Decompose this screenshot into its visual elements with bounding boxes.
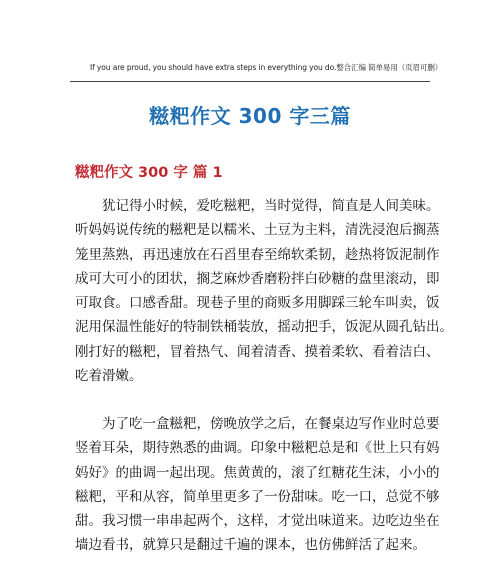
paragraph-2 [75,412,440,558]
paragraph-line: 成可大可小的团状，搁芝麻炒香磨粉拌白砂糖的盘里滚动，即 [75,270,440,287]
paragraph-line: 笼里蒸熟，再迅速放在石舀里春至绵软柔韧，趁热将饭泥制作 [75,246,440,263]
paragraph-line: 泥用保温性能好的特制铁桶装放，摇动把手，饭泥从圆孔钻出。 [75,319,453,336]
paragraph-line: 吃着滑嫩。 [75,368,143,385]
paragraph-1 [75,194,453,388]
document-title: 糍粑作文 300 字三篇 [149,104,351,128]
paragraph-line: 可取食。口感香甜。现巷子里的商贩多用脚踩三轮车叫卖，饭 [75,295,440,312]
paragraph-line: 竖着耳朵，期待熟悉的曲调。印象中糍粑总是和《世上只有妈 [75,440,440,457]
paragraph-line: 甜。我习惯一串串起两个，这样，才觉出味道来。边吃边坐在 [75,513,440,530]
paragraph-line: 墙边看书，就算只是翻过千遍的课本，也仿佛鲜活了起来。 [75,537,426,554]
paragraph-line: 为了吃一盒糍粑，傍晚放学之后，在餐桌边写作业时总要 [102,416,440,432]
paragraph-line: 妈好》的曲调一起出现。焦黄黄的，滚了红糖花生沫，小小的 [75,464,440,481]
header-note: If you are proud, you should have extra steps in everything you do.整合汇编 简单易用（页眉可删） [90,63,443,72]
section-title: 糍粑作文 300 字 篇 1 [75,165,223,181]
paragraph-line: 听妈妈说传统的糍粑是以糯米、土豆为主料，清洗浸泡后搁蒸 [75,222,440,239]
paragraph-line: 犹记得小时候，爱吃糍粑，当时觉得，简直是人间美味。 [102,198,440,214]
paragraph-line: 刚打好的糍粑，冒着热气、闻着清香、摸着柔软、看着洁白、 [75,343,440,360]
paragraph-line: 糍粑，平和从容，简单里更多了一份甜味。吃一口，总觉不够 [75,488,440,505]
header-divider [70,81,430,82]
